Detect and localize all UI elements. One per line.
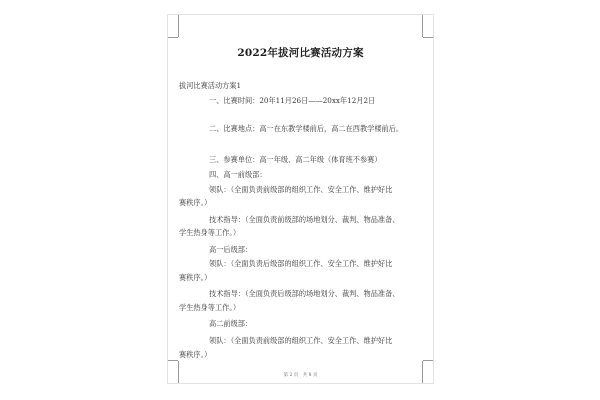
crop-mark-bottom-left-h [168,360,178,361]
paragraph-participants: 三、参赛单位：高一年级、高二年级（体育班不参赛） [209,155,382,164]
heading-grade1-front: 四、高一前级部： [209,170,267,179]
document-title: 2022年拔河比赛活动方案 [237,47,364,59]
paragraph-location: 二、比赛地点：高一在东教学楼前后，高二在西教学楼前后。 [209,124,404,133]
paragraph-leader-1: 领队：（全面负责前级部的组织工作、安全工作、维护好比 [209,185,393,194]
heading-grade1-back: 高一后级部： [209,245,253,254]
crop-mark-top-left-v [178,15,179,37]
paragraph-tech-1: 技术指导：（全面负责前级部的场地划分、裁判、物品准备、 [209,215,400,224]
paragraph-tech-1-cont: 学生热身等工作。） [179,228,241,237]
crop-mark-top-right-v [422,15,423,37]
page-footer: 第 2 页 共 8 页 [283,373,318,378]
paragraph-leader-3: 领队：（全面负责前级部的组织工作、安全工作、维护好比 [209,336,393,345]
crop-mark-top-left-h [168,37,178,38]
paragraph-tech-2-cont: 学生热身等工作。） [179,303,241,312]
section-subtitle: 拔河比赛活动方案1 [179,81,242,90]
paragraph-time: 一、比赛时间：20年11月26日——20xx年12月2日 [209,96,376,105]
crop-mark-bottom-right-h [423,360,433,361]
paragraph-leader-2-cont: 赛秩序。） [179,273,212,282]
document-page [167,14,434,384]
paragraph-leader-2: 领队：（全面负责后级部的组织工作、安全工作、维护好比 [209,259,393,268]
heading-grade2-front: 高二前级部： [209,319,253,328]
paragraph-leader-1-cont: 赛秩序。） [179,198,212,207]
crop-mark-top-right-h [423,37,433,38]
paragraph-tech-2: 技术指导：（全面负责后级部的场地划分、裁判、物品准备、 [209,289,400,298]
paragraph-leader-3-cont: 赛秩序。） [179,350,212,359]
